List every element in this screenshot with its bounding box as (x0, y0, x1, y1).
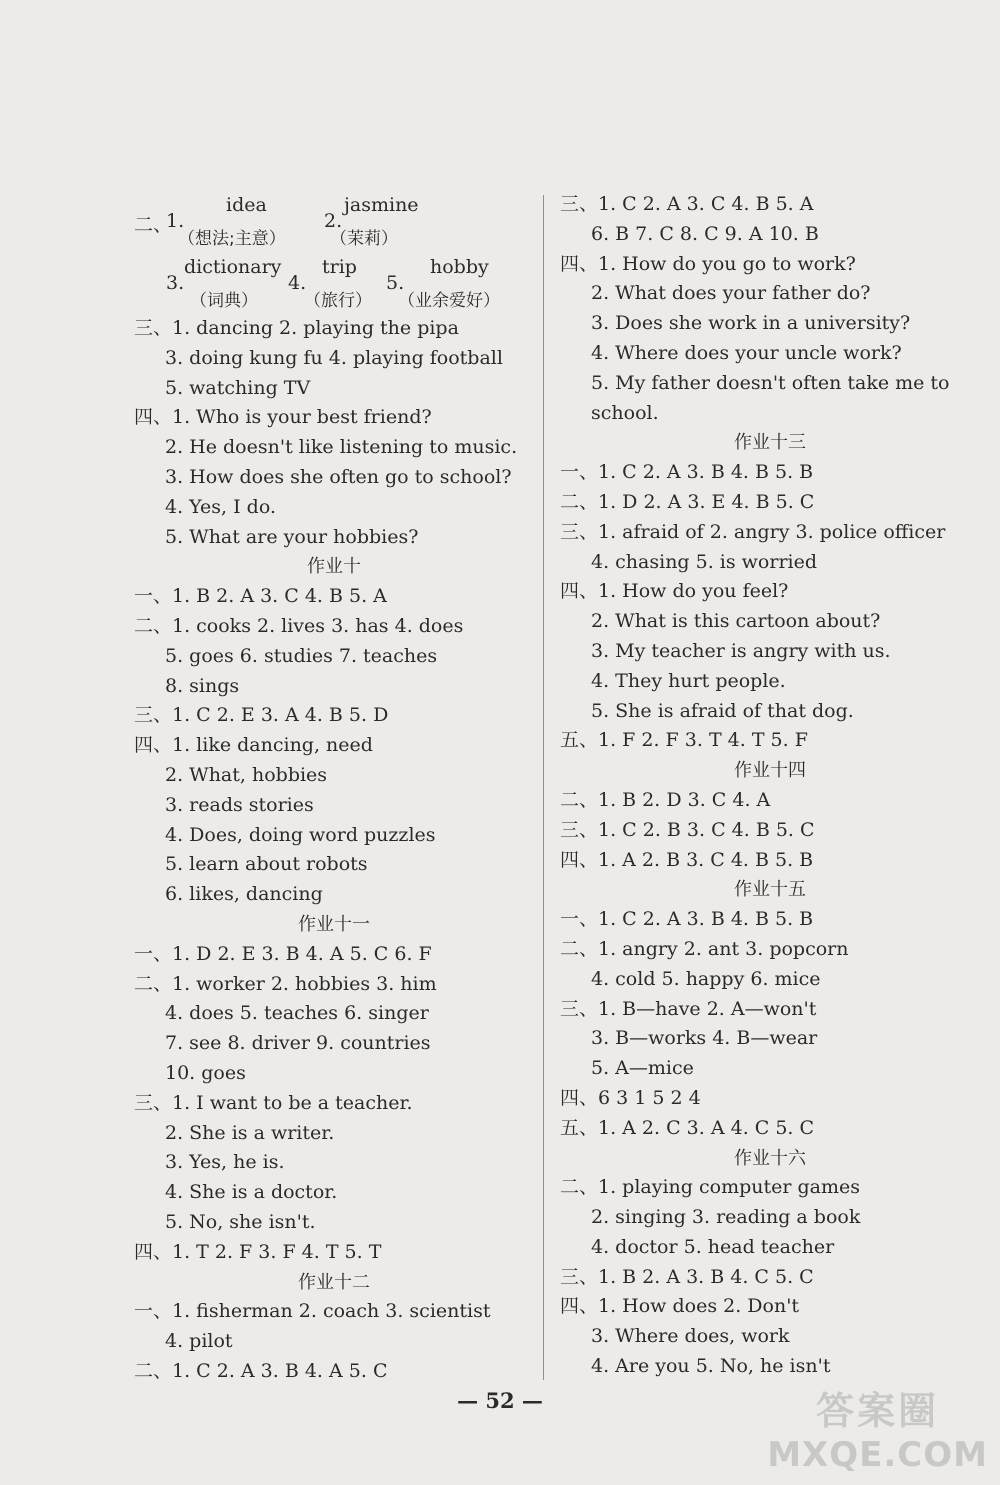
watermark-logo (767, 1380, 988, 1475)
answer-line: 2. She is a writer. (165, 1121, 335, 1144)
section-heading: 作业十一 (298, 913, 370, 935)
answer-line: 3. Does she work in a university? (591, 312, 911, 335)
answer-line: 2. singing 3. reading a book (591, 1206, 861, 1229)
answer-line: 二、1. cooks 2. lives 3. has 4. does (134, 614, 464, 637)
answer-line: 2. He doesn't like listening to music. (165, 436, 518, 459)
answer-line: 三、1. C 2. E 3. A 4. B 5. D (134, 704, 389, 727)
vocab-word: trip (322, 256, 357, 278)
answer-line: 四、1. T 2. F 3. F 4. T 5. T (134, 1240, 382, 1263)
vocab-word: jasmine (344, 194, 419, 216)
answer-line: 二、1. B 2. D 3. C 4. A (560, 788, 771, 811)
answer-line: 四、1. How does 2. Don't (560, 1295, 800, 1318)
answer-line: 4. Where does your uncle work? (591, 341, 902, 364)
answer-line: 三、1. B—have 2. A—won't (560, 997, 817, 1020)
answer-line: 三、1. I want to be a teacher. (134, 1091, 413, 1114)
answer-line: 3. reads stories (165, 793, 314, 816)
vocab-word: idea (226, 194, 267, 216)
watermark-line2: MXQE.COM (767, 1435, 988, 1475)
answer-line: 4. Are you 5. No, he isn't (591, 1355, 831, 1378)
answer-line: 4. Yes, I do. (165, 495, 276, 518)
vocab-word: hobby (430, 256, 489, 278)
section-heading: 作业十 (307, 556, 361, 578)
left-column (134, 190, 534, 1387)
answer-line: 3. How does she often go to school? (165, 465, 512, 488)
answer-line: 5. learn about robots (165, 853, 368, 876)
section-heading: 作业十六 (734, 1147, 806, 1169)
answer-line: 5. watching TV (165, 376, 311, 399)
answer-line: 3. doing kung fu 4. playing football (165, 346, 503, 369)
section-heading: 作业十二 (298, 1271, 370, 1293)
column-divider (543, 195, 544, 1380)
vocab-num: 1. (166, 210, 185, 232)
answer-line: 三、1. B 2. A 3. B 4. C 5. C (560, 1265, 814, 1288)
vocab-zh: （词典） (190, 291, 258, 311)
section-heading: 作业十五 (734, 879, 806, 901)
answer-line: 一、1. C 2. A 3. B 4. B 5. B (560, 908, 814, 931)
answer-line: 6. B 7. C 8. C 9. A 10. B (591, 222, 819, 245)
vocab-row-1 (134, 190, 534, 252)
answer-line: 5. A—mice (591, 1057, 694, 1080)
answer-line: 4. Does, doing word puzzles (165, 823, 436, 846)
answer-line: 五、1. A 2. C 3. A 4. C 5. C (560, 1116, 815, 1139)
answer-line: 3. Yes, he is. (165, 1151, 285, 1174)
vocab-zh: （旅行） (304, 291, 372, 311)
answer-line: 4. pilot (165, 1330, 233, 1353)
answer-line: 3. B—works 4. B—wear (591, 1027, 818, 1050)
answer-line: 10. goes (165, 1061, 246, 1084)
answer-line: 3. Where does, work (591, 1325, 790, 1348)
vocab-word: dictionary (184, 256, 282, 278)
vocab-zh: （茉莉） (330, 229, 398, 249)
answer-line: 一、1. fisherman 2. coach 3. scientist (134, 1300, 491, 1323)
answer-line: 2. What does your father do? (591, 282, 871, 305)
vocab-zh: （业余爱好） (398, 291, 500, 311)
vocab-num: 3. (166, 272, 185, 294)
vocab-row-2 (134, 252, 534, 314)
answer-line: 4. They hurt people. (591, 669, 786, 692)
answer-line: 5. No, she isn't. (165, 1210, 316, 1233)
answer-line: 4. does 5. teaches 6. singer (165, 1002, 429, 1025)
answer-line: 二、1. worker 2. hobbies 3. him (134, 972, 437, 995)
answer-line: 4. cold 5. happy 6. mice (591, 967, 821, 990)
answer-line: 二、1. playing computer games (560, 1176, 860, 1199)
answer-line: 5. goes 6. studies 7. teaches (165, 644, 438, 667)
answer-line: 一、1. B 2. A 3. C 4. B 5. A (134, 585, 387, 608)
section-heading: 作业十三 (734, 432, 806, 454)
answer-line: 三、1. dancing 2. playing the pipa (134, 317, 459, 339)
answer-line: 5. My father doesn't often take me to (591, 371, 950, 394)
answer-line: 四、1. Who is your best friend? (134, 406, 432, 429)
answer-line: 5. What are your hobbies? (165, 525, 419, 548)
answer-line: 四、1. How do you feel? (560, 580, 789, 603)
answer-line: 4. She is a doctor. (165, 1181, 338, 1204)
answer-line: 2. What is this cartoon about? (591, 610, 881, 633)
vocab-marker: 二、 (134, 214, 173, 236)
answer-line: 四、1. A 2. B 3. C 4. B 5. B (560, 848, 814, 871)
answer-line: 三、1. afraid of 2. angry 3. police officer (560, 520, 946, 543)
answer-line: 二、1. D 2. A 3. E 4. B 5. C (560, 490, 815, 513)
answer-line: 五、1. F 2. F 3. T 4. T 5. F (560, 729, 808, 752)
vocab-num: 5. (386, 272, 405, 294)
answer-line: 4. chasing 5. is worried (591, 550, 818, 573)
answer-line: 4. doctor 5. head teacher (591, 1235, 835, 1258)
vocab-num: 2. (324, 210, 343, 232)
answer-line: 一、1. D 2. E 3. B 4. A 5. C 6. F (134, 942, 432, 965)
answer-line: 四、6 3 1 5 2 4 (560, 1086, 701, 1109)
answer-line: 三、1. C 2. B 3. C 4. B 5. C (560, 818, 815, 841)
page-number: — 52 — (457, 1388, 543, 1413)
answer-line: 二、1. angry 2. ant 3. popcorn (560, 937, 849, 960)
answer-line: 一、1. C 2. A 3. B 4. B 5. B (560, 461, 814, 484)
answer-line: 三、1. C 2. A 3. C 4. B 5. A (560, 193, 814, 215)
vocab-num: 4. (288, 272, 307, 294)
answer-line: 5. She is afraid of that dog. (591, 699, 854, 722)
answer-line: 2. What, hobbies (165, 763, 328, 786)
answer-line: 7. see 8. driver 9. countries (165, 1032, 431, 1055)
left-answer-lines (134, 314, 534, 1387)
answer-line: 四、1. How do you go to work? (560, 252, 856, 275)
answer-line: 6. likes, dancing (165, 883, 323, 906)
right-answer-lines (560, 190, 980, 1382)
answer-line: 四、1. like dancing, need (134, 734, 373, 757)
answer-line: school. (591, 401, 659, 424)
vocab-zh: （想法;主意） (178, 229, 286, 249)
answer-line: 二、1. C 2. A 3. B 4. A 5. C (134, 1359, 388, 1382)
answer-line: 8. sings (165, 674, 240, 697)
right-column (560, 190, 980, 1382)
answer-line: 3. My teacher is angry with us. (591, 639, 891, 662)
section-heading: 作业十四 (734, 760, 806, 782)
watermark-line1: 答案圈 (816, 1389, 940, 1433)
